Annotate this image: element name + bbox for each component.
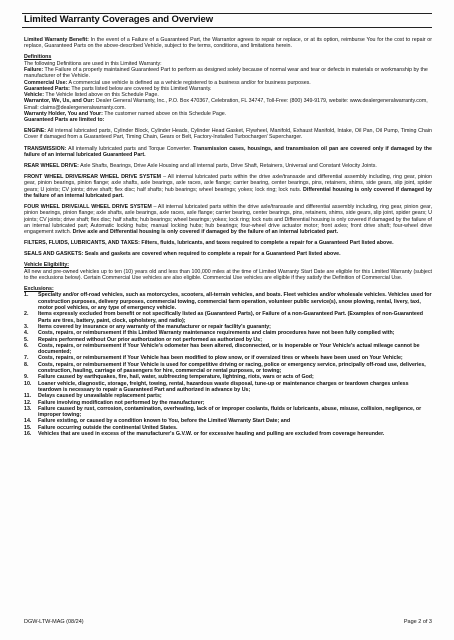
exclusions-list bbox=[24, 292, 432, 437]
exclusion-number: 6. bbox=[24, 342, 29, 349]
coverage-paragraph bbox=[24, 146, 432, 159]
coverage-condition: Seals and gaskets are covered when required to complete a repair for a Guaranteed Part listed above. bbox=[84, 251, 341, 258]
coverage-lead: FRONT WHEEL DRIVE/REAR WHEEL DRIVE SYSTEM bbox=[24, 174, 162, 181]
coverage-lead: FOUR WHEEL DRIVE/ALL WHEEL DRIVE SYSTEM bbox=[24, 204, 152, 211]
coverage-text: All internally lubricated parts and Torque Converter. bbox=[68, 145, 192, 152]
exclusion-number: 2. bbox=[24, 311, 29, 318]
definitions-footer: Guaranteed Parts are limited to: bbox=[24, 117, 105, 124]
definition-text: The parts listed below are covered by this Limited Warranty. bbox=[71, 85, 212, 92]
definition-text: The Vehicle listed above on this Schedule Page. bbox=[45, 92, 159, 99]
exclusions-heading: Exclusions: bbox=[24, 286, 54, 293]
exclusion-number: 13. bbox=[24, 405, 32, 412]
exclusion-number: 16. bbox=[24, 431, 32, 437]
exclusion-text: Loaner vehicle, diagnostic, storage, freight, towing, rental, hazardous waste disposal, tune-up or maintenance charges or teardown charges unless teardown is necessary to repair a Guaranteed Part and authorized in advance by Us; bbox=[38, 380, 409, 393]
coverage-text: Axle Shafts, Bearings, Drive Axle Housing and all internal parts, Drive Shaft, Retainers, Universal and Constant Velocity Joints. bbox=[80, 162, 377, 169]
definition-term: Commercial Use: bbox=[24, 79, 68, 86]
definitions-section bbox=[24, 54, 432, 123]
exclusion-number: 3. bbox=[24, 323, 29, 330]
coverage-text: – All internal lubricated parts within the drive axle/transaxle and differential assembly including, ring gear, pinion gear, pinion bearings, pinion flange; axle shafts, axle bearings, axle races, axle flange; carrier bearing, center bearings, pins, retainers, shims, side gears, slip joint, spider gears; U joints; CV joints; drive shaft; flex disc; half shafts; hub bearings; wheel bearings; yokes; lock ring; lock nuts and Differential housing is only covered if damaged by the failure of an internal lubricated part; Automatic locking hubs; manual locking hubs; hub bearings; four-wheel drive actuator motor; front axles; front drive shaft; four-wheel drive engagement switch. bbox=[24, 204, 432, 236]
definition-term: Warrantor, We, Us, and Our: bbox=[24, 98, 95, 105]
definition-text: Dealer General Warranty, Inc., P.O. Box 470367, Celebration, FL 34747, Toll-Free: (800) 349-9179, website: www.dealergeneralwarranty.com, Email: claims@dealergeneralwarranty.com. bbox=[24, 98, 428, 111]
definitions-heading: Definitions bbox=[24, 54, 52, 61]
coverage-condition: Drive axle and Differential housing is only covered if damaged by the failure of an internal lubricated part. bbox=[72, 229, 339, 236]
definition-term: Vehicle: bbox=[24, 92, 45, 99]
coverage-lead: REAR WHEEL DRIVE: bbox=[24, 162, 79, 169]
definitions-list bbox=[24, 67, 432, 117]
coverage-lead: FILTERS, FLUIDS, LUBRICANTS, AND TAXES: bbox=[24, 240, 140, 247]
coverage-text: – All internal lubricated parts within the drive axle/transaxle and differential assembly including, ring gear, pinion gear, pinion bearings, pinion flange; axle shafts, axle bearings, axle races, axle flange; carrier bearing, center bearings, pins, retainers, shims, side gears, slip joint, spider gears; U joints; CV joints; drive shaft; flex disc; half shafts; hub bearings; wheel bearings; yokes; lock ring; lock nuts. bbox=[24, 174, 432, 193]
exclusion-number: 9. bbox=[24, 374, 29, 381]
coverage-condition: Transmission cases, housings, and transmission oil pan are covered only if damaged by the failure of an internal lubricated Guaranteed Part. bbox=[24, 145, 432, 158]
page-number: Page 2 of 3 bbox=[403, 619, 432, 625]
intro-lead: Limited Warranty Benefit: bbox=[24, 37, 89, 43]
exclusion-number: 1. bbox=[24, 292, 29, 299]
coverage-list bbox=[24, 128, 432, 258]
exclusion-item bbox=[24, 406, 432, 419]
form-id: DGW-LTW-MAG (08/24) bbox=[24, 619, 84, 625]
exclusion-number: 4. bbox=[24, 330, 29, 337]
exclusion-number: 14. bbox=[24, 418, 32, 425]
coverage-paragraph bbox=[24, 163, 432, 169]
exclusion-text: Vehicles that are used in excess of the manufacturer's G.V.W. or for excessive hauling and pulling are excluded from coverage hereunder. bbox=[38, 431, 385, 437]
exclusion-text: Failure occurring outside the continental United States. bbox=[38, 424, 178, 431]
document-body bbox=[24, 37, 432, 437]
coverage-paragraph bbox=[24, 174, 432, 199]
exclusion-number: 11. bbox=[24, 393, 32, 400]
definition-term: Guaranteed Parts: bbox=[24, 85, 70, 92]
exclusion-text: Costs, repairs, or reimbursement if this Limited Warranty maintenance requirements and claim procedures have not been fully complied with; bbox=[38, 330, 395, 337]
coverage-paragraph bbox=[24, 251, 432, 257]
definition-item bbox=[24, 67, 432, 80]
definition-text: The customer named above on this Schedule Page. bbox=[104, 111, 227, 118]
exclusion-text: Failure caused by earthquakes, fire, hail, water, subfreezing temperature, lightning, riots, wars or acts of God; bbox=[38, 374, 314, 381]
exclusion-item bbox=[24, 343, 432, 356]
exclusion-item bbox=[24, 381, 432, 394]
definition-term: Warranty Holder, You and Your: bbox=[24, 111, 103, 118]
coverage-lead: TRANSMISSION: bbox=[24, 145, 67, 152]
page-title: Limited Warranty Coverages and Overview bbox=[24, 14, 213, 25]
exclusion-text: Failure caused by rust, corrosion, contamination, overheating, lack of or improper coolants, fluids or lubricants, abuse, misuse, collision, negligence, or improper towing; bbox=[38, 405, 422, 419]
exclusion-text: Delays caused by unavailable replacement parts; bbox=[38, 393, 162, 400]
coverage-lead: ENGINE: bbox=[24, 128, 47, 135]
exclusion-number: 5. bbox=[24, 336, 29, 343]
exclusion-number: 15. bbox=[24, 424, 32, 431]
definition-text: A commercial use vehicle is defined as a vehicle registered to a business and/or for business purposes. bbox=[68, 79, 311, 86]
coverage-lead: SEALS AND GASKETS: bbox=[24, 251, 84, 258]
exclusion-text: Failure involving modification not performed by the manufacturer; bbox=[38, 399, 205, 406]
exclusion-item bbox=[24, 311, 432, 324]
coverage-condition: Differential housing is only covered if damaged by the failure of an internal lubricated part. bbox=[24, 186, 432, 199]
definition-item bbox=[24, 98, 432, 111]
coverage-paragraph bbox=[24, 204, 432, 235]
exclusion-text: Items covered by insurance or any warranty of the manufacturer or repair facility's guaranty; bbox=[38, 323, 271, 330]
coverage-paragraph bbox=[24, 240, 432, 246]
exclusion-text: Specialty and/or off-road vehicles, such as motorcycles, scooters, all-terrain vehicles, and boats. Fleet vehicles and/or wholesale vehicles. Vehicles used for construction purposes, delivery purposes, commercial towing, commercial farm operation, volunteer public service(s), snow plowing, rental, livery, taxi, motor pool vehicles, or any type of emergency vehicle. bbox=[38, 292, 432, 312]
exclusion-text: Failure existing, or caused by a condition known to You, before the Limited Warranty Start Date; and bbox=[38, 418, 291, 425]
exclusion-number: 7. bbox=[24, 355, 29, 362]
exclusion-item bbox=[24, 292, 432, 311]
intro-text: In the event of a Failure of a Guaranteed Part, the Warrantor agrees to repair or replace, or at its option, reimburse You for the cost to repair or replace, Guaranteed Parts on the above-described Vehicle, subject to the terms, conditions, and limitations herein. bbox=[24, 37, 432, 50]
definition-text: The Failure of a properly maintained Guaranteed Part to perform as designed solely because of normal wear and tear or defects in materials or workmanship by the manufacturer of the Vehicle. bbox=[24, 66, 428, 80]
exclusion-number: 10. bbox=[24, 380, 32, 387]
exclusion-text: Costs, repairs, or reimbursement if Your Vehicle has been modified to plow snow, or if oversized tires or wheels have been used on Your Vehicle; bbox=[38, 355, 403, 362]
exclusion-item bbox=[24, 362, 432, 375]
definition-term: Failure: bbox=[24, 66, 44, 73]
eligibility-section bbox=[24, 262, 432, 281]
exclusion-number: 12. bbox=[24, 399, 32, 406]
coverage-condition: Filters, fluids, lubricants, and taxes required to complete a repair for a Guaranteed Part listed above. bbox=[141, 240, 394, 247]
intro-paragraph bbox=[24, 37, 432, 50]
exclusion-text: Costs, repairs, or reimbursement if Your Vehicle's odometer has been altered, disconnected, or is inoperable or Your Vehicle's actual mileage cannot be documented; bbox=[38, 342, 420, 356]
coverage-paragraph bbox=[24, 128, 432, 141]
exclusion-item bbox=[24, 431, 432, 437]
exclusion-text: Costs, repairs, or reimbursement if Your Vehicle is used for competitive driving or racing, police or emergency service, principally off-road use, deliveries, construction, hauling, carriage of passengers for hire, commercial or rental purposes, or towing; bbox=[38, 361, 426, 375]
eligibility-heading: Vehicle Eligibility: bbox=[24, 262, 70, 269]
eligibility-text: All new and pre-owned vehicles up to ten (10) years old and less than 100,000 miles at the time of Limited Warranty Start Date are eligible for this Limited Warranty (subject to the exclusions below). Certain Commercial Use vehicles are also eligible. Commercial Use vehicles are eligible if they satisfy the Definition of Commercial Use. bbox=[24, 268, 432, 282]
exclusion-text: Repairs performed without Our prior authorization or not performed as authorized by Us; bbox=[38, 336, 262, 343]
exclusion-number: 8. bbox=[24, 361, 29, 368]
exclusions-section bbox=[24, 286, 432, 437]
coverage-text: All internal lubricated parts, Cylinder Block, Cylinder Heads, Cylinder Head Gasket, Flywheel, Manifold, Exhaust Manifold, Intake, Oil Pan, Oil Pump, Timing Chain Cover if damaged from a Guaranteed Part, Timing Chain, Gears or Belt, Factory-Installed Turbocharger/ Supercharger. bbox=[24, 128, 432, 141]
exclusion-text: Items expressly excluded from benefit or not specifically listed as (Guaranteed Parts), or Failure of a non-Guaranteed Part. (Examples of non-Guaranteed Parts are tires, battery, paint, clock, upholstery, and radio); bbox=[38, 311, 424, 324]
definitions-intro: The following Definitions are used in this Limited Warranty: bbox=[24, 60, 162, 67]
